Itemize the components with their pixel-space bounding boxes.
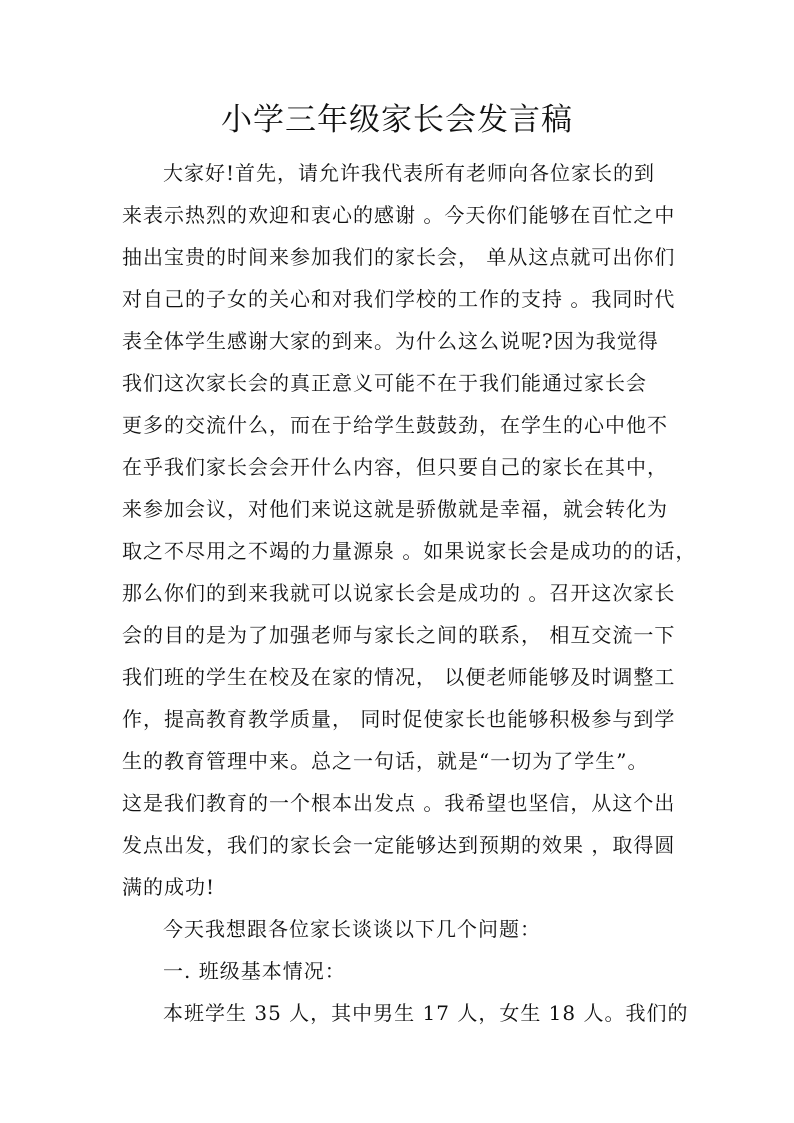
paragraph-line: 来参加会议，对他们来说这就是骄傲就是幸福，就会转化为: [122, 497, 668, 521]
document-title: 小学三年级家长会发言稿: [221, 102, 573, 138]
paragraph-line: 我们班的学生在校及在家的情况， 以便老师能够及时调整工: [122, 665, 676, 689]
paragraph-line: 那么你们的到来我就可以说家长会是成功的 。召开这次家长: [122, 581, 676, 605]
paragraph-line: 表全体学生感谢大家的到来。为什么这么说呢?因为我觉得: [122, 329, 659, 353]
paragraph-line: 大家好!首先，请允许我代表所有老师向各位家长的到: [163, 161, 656, 185]
paragraph-line: 这是我们教育的一个根本出发点 。我希望也坚信，从这个出: [122, 791, 676, 815]
paragraph-line: 取之不尽用之不竭的力量源泉 。如果说家长会是成功的的话，: [122, 539, 697, 563]
paragraph-line: 对自己的子女的关心和对我们学校的工作的支持 。我同时代: [122, 287, 676, 311]
paragraph-line: 抽出宝贵的时间来参加我们的家长会， 单从这点就可出你们: [122, 245, 676, 269]
paragraph-line: 来表示热烈的欢迎和衷心的感谢 。今天你们能够在百忙之中: [122, 203, 676, 227]
paragraph-line: 在乎我们家长会会开什么内容，但只要自己的家长在其中，: [122, 455, 668, 479]
paragraph-line: 发点出发，我们的家长会一定能够达到预期的效果 ，取得圆: [122, 833, 676, 857]
paragraph-line: 生的教育管理中来。总之一句话，就是“一切为了学生”。: [122, 749, 649, 773]
paragraph-line: 本班学生 35 人，其中男生 17 人，女生 18 人。我们的: [163, 1001, 689, 1025]
paragraph-line: 更多的交流什么，而在于给学生鼓鼓劲，在学生的心中他不: [122, 413, 668, 437]
paragraph-line: 满的成功!: [122, 875, 216, 899]
paragraph-line: 今天我想跟各位家长谈谈以下几个问题：: [163, 917, 541, 941]
section-heading: 一. 班级基本情况：: [163, 959, 346, 983]
paragraph-line: 作，提高教育教学质量， 同时促使家长也能够积极参与到学: [122, 707, 676, 731]
paragraph-line: 会的目的是为了加强老师与家长之间的联系， 相互交流一下: [122, 623, 676, 647]
paragraph-line: 我们这次家长会的真正意义可能不在于我们能通过家长会: [122, 371, 647, 395]
